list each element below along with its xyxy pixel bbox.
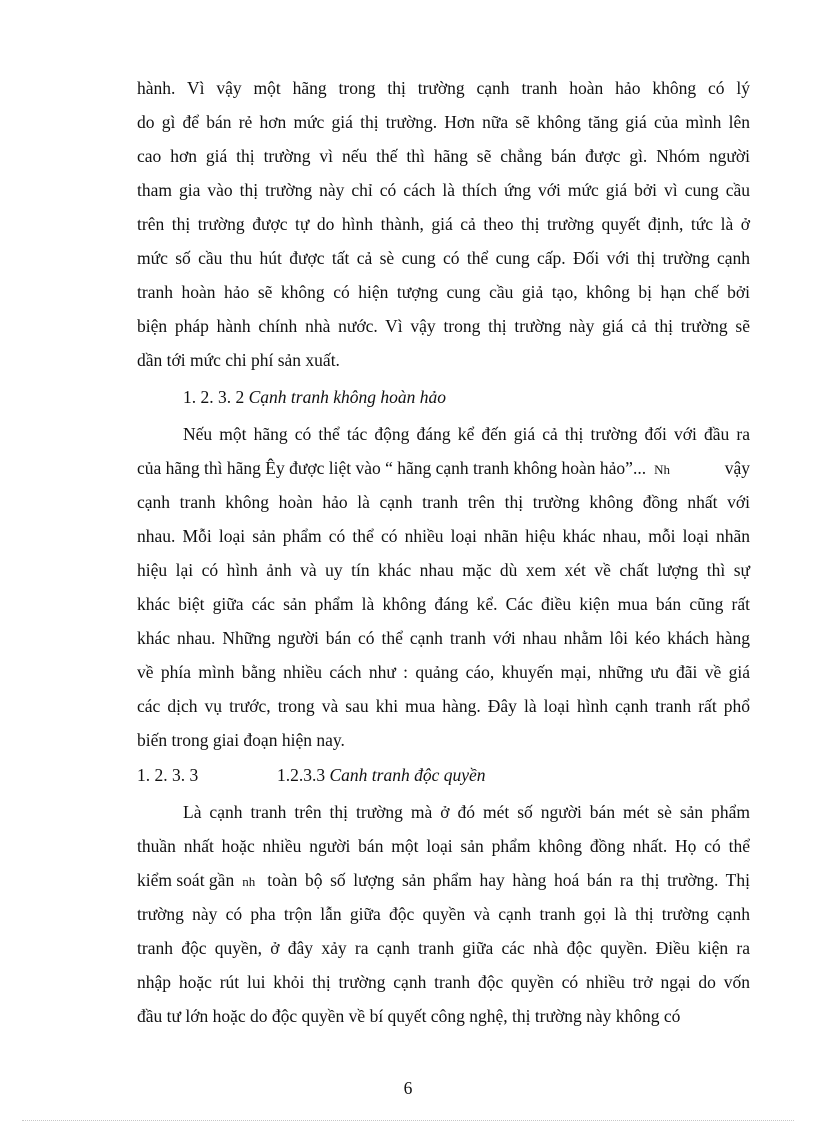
text-line: khác nhau. Những người bán có thể cạnh tranh với nhau nhằm lôi kéo khách hàng: [137, 628, 750, 648]
text-line: [137, 868, 750, 894]
text-fragment: kiểm soát gần: [137, 870, 235, 890]
section-heading: [183, 385, 750, 409]
text-line: cạnh tranh không hoàn hảo là cạnh tranh trên thị trường không đồng nhất với: [137, 492, 750, 512]
section-title: Canh tranh độc quyền: [329, 765, 486, 785]
section-heading-inner: [277, 763, 486, 787]
text-fragment-small: nh: [242, 874, 256, 889]
text-line: trên thị trường được tự do hình thành, giá cả theo thị trường quyết định, tức là ở: [137, 214, 750, 234]
page-number: 6: [403, 1078, 413, 1098]
page-bottom-divider: [22, 1120, 794, 1121]
text-line: đầu tư lớn hoặc do độc quyền về bí quyết công nghệ, thị trường này không có: [137, 1006, 681, 1026]
text-line: khác biệt giữa các sản phẩm là không đáng kể. Các điều kiện mua bán cũng rất: [137, 594, 750, 614]
text-line: Là cạnh tranh trên thị trường mà ở đó mét số người bán mét sè sản phẩm: [183, 802, 750, 822]
text-line: cao hơn giá thị trường vì nếu thế thì hãng sẽ chẳng bán được gì. Nhóm người: [137, 146, 750, 166]
text-fragment-small: Nh: [654, 462, 670, 477]
text-line: trường này có pha trộn lẫn giữa độc quyền và cạnh tranh gọi là thị trường cạnh: [137, 904, 750, 924]
text-line: dần tới mức chi phí sản xuất.: [137, 350, 340, 370]
text-line: biện pháp hành chính nhà nước. Vì vậy trong thị trường này giá cả thị trường sẽ: [137, 316, 750, 336]
text-line: nhau. Mỗi loại sản phẩm có thể có nhiều loại nhãn hiệu khác nhau, mỗi loại nhãn: [137, 526, 750, 546]
text-line: nhập hoặc rút lui khỏi thị trường cạnh tranh độc quyền có nhiều trở ngại do vốn: [137, 972, 750, 992]
text-fragment: của hãng thì hãng Êy được liệt vào “ hãng cạnh tranh không hoàn hảo”...: [137, 458, 647, 478]
text-line: tham gia vào thị trường này chỉ có cách là thích ứng với mức giá bởi vì cung cầu: [137, 180, 750, 200]
text-line: các dịch vụ trước, trong và sau khi mua hàng. Đây là loại hình cạnh tranh rất phổ: [137, 696, 750, 716]
text-line: tranh độc quyền, ở đây xảy ra cạnh tranh giữa các nhà độc quyền. Điều kiện ra: [137, 938, 750, 958]
text-line: do gì để bán rẻ hơn mức giá thị trường. Hơn nữa sẽ không tăng giá của mình lên: [137, 112, 750, 132]
text-line: biến trong giai đoạn hiện nay.: [137, 730, 345, 750]
text-line: thuần nhất hoặc nhiều người bán một loại sản phẩm không đồng nhất. Họ có thể: [137, 836, 750, 856]
section-title: Cạnh tranh không hoàn hảo: [248, 387, 446, 407]
section-heading: [137, 763, 750, 787]
text-line: Nếu một hãng có thể tác động đáng kể đến giá cả thị trường đối với đầu ra: [183, 424, 750, 444]
section-number: 1. 2. 3. 2: [183, 387, 245, 407]
text-line: hành. Vì vậy một hãng trong thị trường cạnh tranh hoàn hảo không có lý: [137, 78, 750, 98]
text-line: về phía mình bằng nhiều cách như : quảng cáo, khuyến mại, những ưu đãi về giá: [137, 662, 750, 682]
text-line: mức số cầu thu hút được tất cả sè cung có thể cung cấp. Đối với thị trường cạnh: [137, 248, 750, 268]
section-number: 1. 2. 3. 3: [137, 765, 199, 785]
text-line: [137, 456, 750, 482]
text-line: hiệu lại có hình ảnh và uy tín khác nhau mặc dù xem xét về chất lượng thì sự: [137, 560, 750, 580]
section-number: 1.2.3.3: [277, 765, 326, 785]
text-line: tranh hoàn hảo sẽ không có hiện tượng cung cầu giả tạo, không bị hạn chế bởi: [137, 282, 750, 302]
text-fragment: toàn bộ số lượng sản phẩm hay hàng hoá bán ra thị trường. Thị: [267, 870, 750, 890]
text-fragment: vậy: [724, 458, 750, 478]
